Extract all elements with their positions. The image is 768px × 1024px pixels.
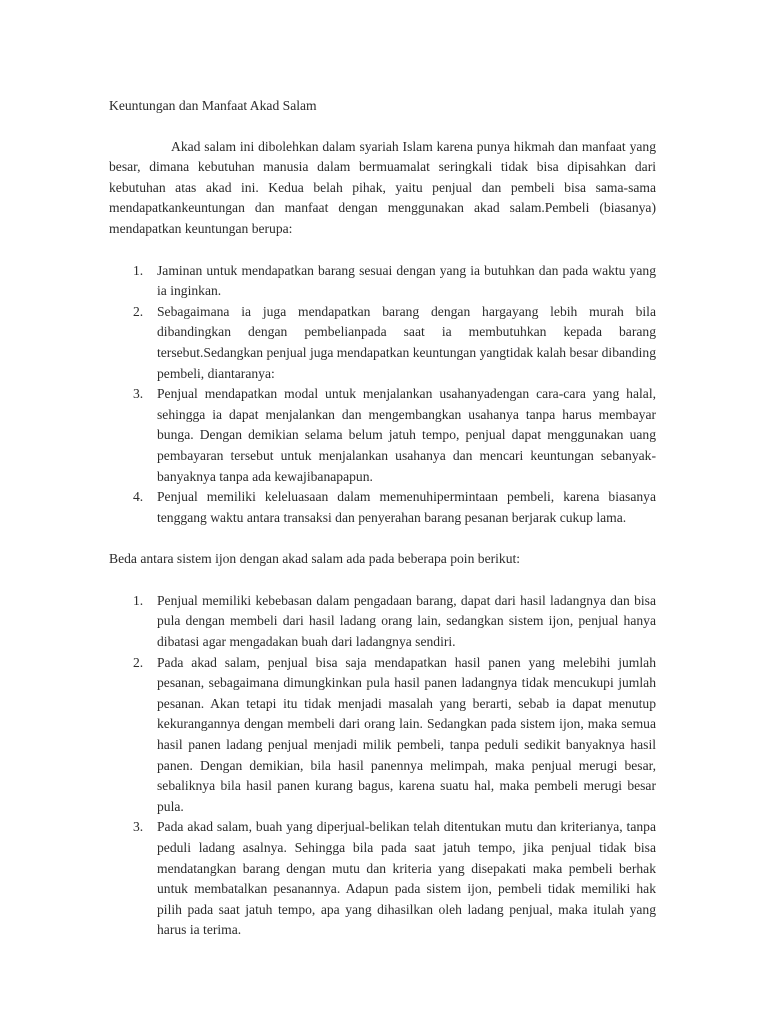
difference-intro: Beda antara sistem ijon dengan akad salam ada pada beberapa poin berikut:	[109, 551, 521, 567]
list-item-text: Pada akad salam, penjual bisa saja mendapatkan hasil panen yang melebihi jumlah pesanan, sebagaimana dimungkinkan pula hasil panen ladangnya tidak mencukupi jumlah pesanan. Akan tetapi itu tidak menjadi masalah yang berarti, sebab ia dapat menutup kekurangannya dengan membeli dari orang lain. Sedangkan pada sistem ijon, maka semua hasil panen ladang penjual menjadi milik pembeli, tanpa peduli sedikit banyaknya hasil panen. Dengan demikian, bila hasil panennya melimpah, maka penjual merugi besar, sebaliknya bila hasil panen kurang bagus, karena suatu hal, maka pembeli merugi besar pula.	[157, 654, 656, 814]
list-item-number: 3.	[133, 386, 144, 402]
list-item	[109, 261, 656, 302]
list-item-text: Penjual mendapatkan modal untuk menjalankan usahanyadengan cara-cara yang halal, sehingga ia dapat menjalankan dan mengembangkan usahanya tanpa harus membayar bunga. Dengan demikian selama belum jatuh tempo, penjual dapat menggunakan uang pembayaran tersebut untuk menjalankan usahanya dan mencari keuntungan sebanyak-banyaknya tanpa ada kewajibanapapun.	[157, 386, 656, 484]
list-item	[109, 653, 656, 818]
list-item-number: 3.	[133, 819, 144, 835]
list-item	[109, 591, 656, 653]
intro-paragraph: Akad salam ini dibolehkan dalam syariah Islam karena punya hikmah dan manfaat yang besar, dimana kebutuhan manusia dalam bermuamalat seringkali tidak bisa dipisahkan dari kebutuhan atas akad ini. Kedua belah pihak, yaitu penjual dan pembeli bisa sama-sama mendapatkankeuntungan dan manfaat dengan menggunakan akad salam.Pembeli (biasanya) mendapatkan keuntungan berupa:	[109, 138, 656, 236]
list-item-text: Pada akad salam, buah yang diperjual-belikan telah ditentukan mutu dan kriterianya, tanpa peduli ladang asalnya. Sehingga bila pada saat jatuh tempo, jika penjual tidak bisa mendatangkan barang dengan mutu dan kriteria yang disepakati maka pembeli berhak untuk membatalkan pesanannya. Adapun pada sistem ijon, pembeli tidak memiliki hak pilih pada saat jatuh tempo, apa yang dihasilkan oleh ladang penjual, maka itulah yang harus ia terima.	[157, 819, 656, 938]
list-item-number: 2.	[133, 303, 144, 319]
list-item	[109, 487, 656, 528]
list-item	[109, 817, 656, 941]
document-title: Keuntungan dan Manfaat Akad Salam	[109, 98, 317, 113]
list-item-number: 1.	[133, 592, 144, 608]
list-item-text: Jaminan untuk mendapatkan barang sesuai dengan yang ia butuhkan dan pada waktu yang ia inginkan.	[157, 262, 656, 299]
list-item-text: Penjual memiliki keleluasaan dalam memenuhipermintaan pembeli, karena biasanya tenggang waktu antara transaksi dan penyerahan barang pesanan berjarak cukup lama.	[157, 489, 656, 525]
list-item-text: Penjual memiliki kebebasan dalam pengadaan barang, dapat dari hasil ladangnya dan bisa pula dengan membeli dari hasil ladang orang lain, sedangkan sistem ijon, penjual hanya dibatasi agar mengadakan buah dari ladangnya sendiri.	[157, 592, 656, 650]
list-item-number: 4.	[133, 489, 144, 505]
document-content	[109, 96, 656, 962]
list-item-number: 2.	[133, 654, 144, 670]
benefits-list	[109, 261, 656, 529]
differences-list	[109, 591, 656, 941]
list-item-text: Sebagaimana ia juga mendapatkan barang dengan hargayang lebih murah bila dibandingkan dengan pembelianpada saat ia membutuhkan kepada barang tersebut.Sedangkan penjual juga mendapatkan keuntungan yangtidak kalah besar dibanding pembeli, diantaranya:	[157, 303, 656, 381]
list-item	[109, 302, 656, 384]
list-item-number: 1.	[133, 262, 144, 278]
list-item	[109, 384, 656, 487]
